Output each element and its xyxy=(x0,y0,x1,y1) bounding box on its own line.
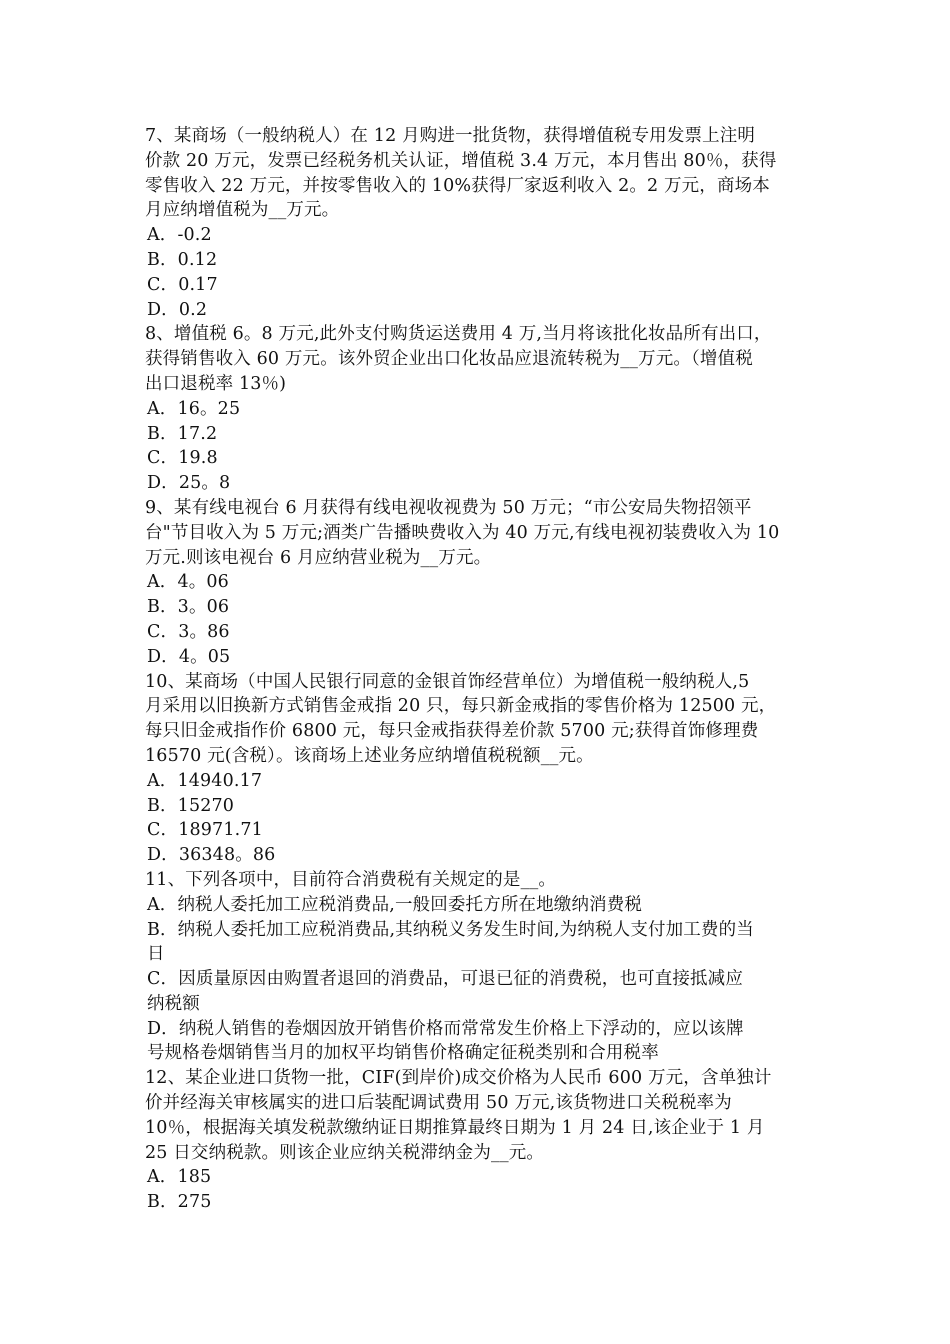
answer-option-line: 号规格卷烟销售当月的加权平均销售价格确定征税类别和合用税率 xyxy=(147,1043,659,1064)
answer-option-line: A．4。06 xyxy=(147,572,229,593)
question-stem-line: 7、某商场（一般纳税人）在 12 月购进一批货物，获得增值税专用发票上注明 xyxy=(145,126,756,146)
question-stem-line: 8、增值税 6。8 万元,此外支付购货运送费用 4 万,当月将该批化妆品所有出口， xyxy=(145,324,772,345)
answer-option-line: C．因质量原因由购置者退回的消费品，可退已征的消费税，也可直接抵减应 xyxy=(147,969,743,990)
answer-option xyxy=(145,570,815,595)
answer-option-line: D．36348。86 xyxy=(147,845,276,866)
question-11 xyxy=(145,868,815,1066)
answer-option xyxy=(145,967,815,1017)
question-list xyxy=(145,124,815,1215)
answer-option xyxy=(145,843,815,868)
answer-option-line: C．19.8 xyxy=(147,448,218,469)
answer-option-line: C．18971.71 xyxy=(147,820,263,841)
answer-option-line: D．25。8 xyxy=(147,473,231,494)
answer-option xyxy=(145,471,815,496)
question-stem-line: 10、某商场（中国人民银行同意的金银首饰经营单位）为增值税一般纳税人,5 xyxy=(145,671,750,692)
question-stem-line: 11、下列各项中，目前符合消费税有关规定的是__。 xyxy=(145,869,557,890)
answer-option xyxy=(145,918,815,968)
answer-option xyxy=(145,620,815,645)
answer-option xyxy=(145,818,815,843)
question-stem-line: 月采用以旧换新方式销售金戒指 20 只，每只新金戒指的零售价格为 12500 元， xyxy=(145,696,777,717)
question-stem-line: 每只旧金戒指作价 6800 元，每只金戒指获得差价款 5700 元;获得首饰修理费 xyxy=(145,721,759,742)
answer-option xyxy=(145,769,815,794)
answer-option xyxy=(145,446,815,471)
answer-option xyxy=(145,794,815,819)
question-stem-line: 月应纳增值税为__万元。 xyxy=(145,200,340,221)
question-stem-line: 10％，根据海关填发税款缴纳证日期推算最终日期为 1 月 24 日,该企业于 1 月 xyxy=(145,1117,765,1138)
answer-option xyxy=(145,422,815,447)
answer-option-line: A．185 xyxy=(147,1167,212,1188)
answer-option-line: A．-0.2 xyxy=(147,225,212,246)
answer-option xyxy=(145,223,815,248)
answer-option-line: C．0.17 xyxy=(147,274,218,295)
question-stem-line: 获得销售收入 60 万元。该外贸企业出口化妆品应退流转税为__万元。（增值税 xyxy=(145,349,753,370)
answer-option-line: B．15270 xyxy=(147,795,235,816)
question-stem-line: 出口退税率 13％) xyxy=(145,373,287,394)
answer-option xyxy=(145,1190,815,1215)
answer-option xyxy=(145,248,815,273)
answer-option-line: D．纳税人销售的卷烟因放开销售价格而常常发生价格上下浮动的，应以该牌 xyxy=(147,1018,744,1039)
answer-option-line: B．纳税人委托加工应税消费品,其纳税义务发生时间,为纳税人支付加工费的当 xyxy=(147,919,754,940)
answer-option-line: A．纳税人委托加工应税消费品,一般回委托方所在地缴纳消费税 xyxy=(147,894,643,915)
answer-option xyxy=(145,273,815,298)
answer-option xyxy=(145,397,815,422)
question-10 xyxy=(145,670,815,868)
answer-option xyxy=(145,1017,815,1067)
answer-option xyxy=(145,645,815,670)
answer-option-line: B．275 xyxy=(147,1192,212,1213)
question-12 xyxy=(145,1066,815,1215)
answer-option-line: D．4。05 xyxy=(147,646,231,667)
question-stem-line: 9、某有线电视台 6 月获得有线电视收视费为 50 万元；“市公安局失物招领平 xyxy=(145,497,752,518)
answer-option xyxy=(145,1165,815,1190)
answer-option-line: B．17.2 xyxy=(147,423,218,444)
answer-option-line: D．0.2 xyxy=(147,299,208,320)
question-9 xyxy=(145,496,815,670)
answer-option xyxy=(145,893,815,918)
question-stem-line: 零售收入 22 万元，并按零售收入的 10%获得厂家返利收入 2。2 万元，商场本 xyxy=(145,175,770,196)
answer-option xyxy=(145,298,815,323)
question-stem-line: 台"节目收入为 5 万元;酒类广告播映费收入为 40 万元,有线电视初装费收入为 10 xyxy=(145,522,780,543)
answer-option xyxy=(145,595,815,620)
question-7 xyxy=(145,124,815,322)
answer-option-line: A．16。25 xyxy=(147,398,241,419)
answer-option-line: B．0.12 xyxy=(147,249,218,270)
answer-option-line: C．3。86 xyxy=(147,621,230,642)
answer-option-line: A．14940.17 xyxy=(147,770,263,791)
answer-option-line: 纳税额 xyxy=(147,993,200,1014)
question-stem-line: 万元.则该电视台 6 月应纳营业税为__万元。 xyxy=(145,547,492,568)
question-8 xyxy=(145,322,815,496)
answer-option-line: 日 xyxy=(147,944,165,965)
question-stem-line: 16570 元(含税）。该商场上述业务应纳增值税税额__元。 xyxy=(145,745,594,766)
question-stem-line: 12、某企业进口货物一批，CIF(到岸价)成交价格为人民币 600 万元，含单独计 xyxy=(145,1068,772,1089)
question-stem-line: 价款 20 万元，发票已经税务机关认证，增值税 3.4 万元，本月售出 80％，获得 xyxy=(145,150,777,171)
question-stem-line: 价并经海关审核属实的进口后装配调试费用 50 万元,该货物进口关税税率为 xyxy=(145,1093,732,1114)
question-stem-line: 25 日交纳税款。则该企业应纳关税滞纳金为__元。 xyxy=(145,1142,545,1163)
answer-option-line: B．3。06 xyxy=(147,597,230,618)
